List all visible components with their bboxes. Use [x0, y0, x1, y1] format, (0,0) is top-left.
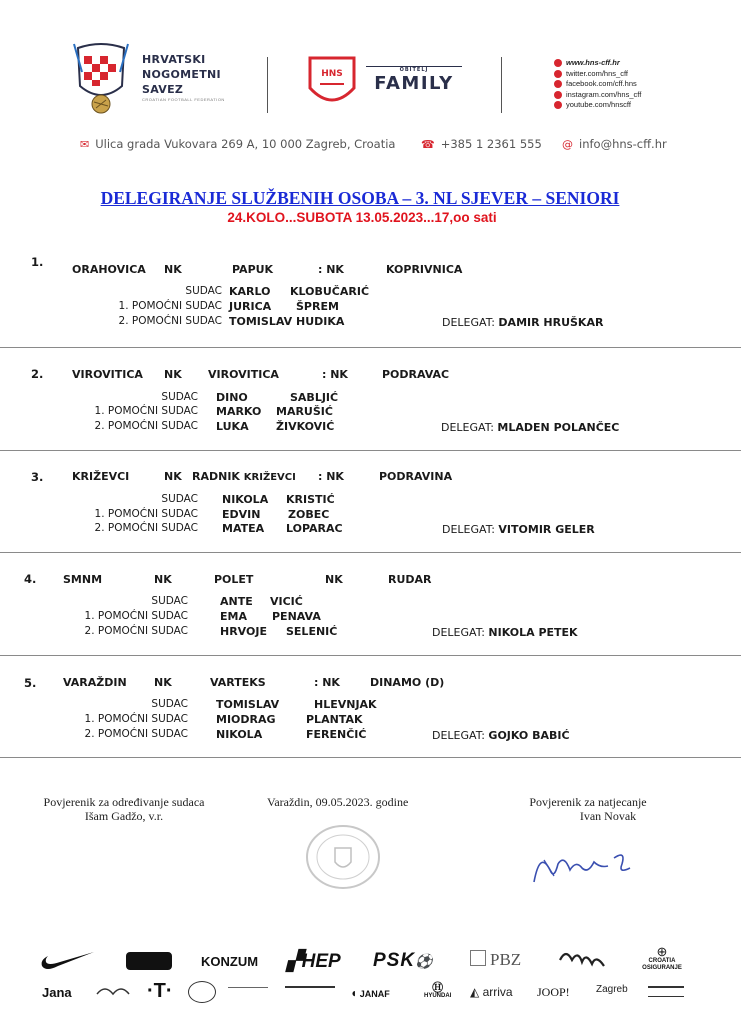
assistant2-last: LOPARAC [286, 522, 343, 535]
federation-name-line-2: NOGOMETNI [142, 68, 221, 81]
assistant1-last: ZOBEC [288, 508, 330, 521]
youtube-icon [554, 101, 562, 109]
social-instagram[interactable]: instagram.com/hns_cff [554, 90, 641, 101]
at-icon: @ [562, 137, 573, 151]
federation-name-line-3: SAVEZ [142, 83, 184, 96]
sponsor-hep: ▞HEP [287, 951, 341, 972]
wolt-logo [648, 986, 684, 997]
assistant2-label: 2. POMOĆNI SUDAC [84, 728, 188, 740]
sponsor-hyundai: Ⓗ HYUNDAI [424, 982, 452, 999]
hyundai-icon: Ⓗ [432, 982, 444, 994]
family-wordmark: FAMILY [374, 73, 454, 94]
assistant2-label: 2. POMOĆNI SUDAC [94, 522, 198, 534]
home-team: RADNIK KRIŽEVCI [192, 470, 296, 483]
assistant2-last: HUDIKA [296, 315, 345, 328]
hns-family-shield-icon [306, 54, 358, 112]
match-city: SMNM [63, 573, 103, 586]
family-small-label: OBITELJ [366, 66, 462, 73]
match-number: 5. [24, 676, 37, 690]
assistant2-label: 2. POMOĆNI SUDAC [118, 315, 222, 327]
assistant2-first: HRVOJE [220, 625, 267, 638]
phone-icon: ☎ [421, 137, 435, 151]
match-number: 4. [24, 572, 37, 586]
assistant2-last: ŽIVKOVIĆ [276, 420, 335, 433]
social-facebook[interactable]: facebook.com/cff.hns [554, 79, 641, 90]
croatia-airlines-logo [228, 987, 268, 994]
social-website[interactable]: www.hns-cff.hr [554, 58, 641, 69]
assistant2-first: LUKA [216, 420, 249, 433]
header-divider-2 [501, 57, 502, 113]
cipi-cips-logo [556, 946, 608, 981]
divider [0, 450, 741, 451]
referee-last: HLEVNJAK [314, 698, 377, 711]
signature-right-name: Ivan Novak [579, 809, 637, 823]
versus-separator: : NK [314, 676, 340, 689]
svg-text:HNS: HNS [321, 69, 343, 79]
referee-first: NIKOLA [222, 493, 269, 506]
assistant1-first: EDVIN [222, 508, 261, 521]
delegate: DELEGAT: VITOMIR GELER [442, 523, 595, 536]
match-number: 3. [31, 470, 44, 484]
referee-first: ANTE [220, 595, 253, 608]
signature-left [24, 795, 224, 823]
away-team: PODRAVAC [382, 368, 450, 381]
match-city: ORAHOVICA [72, 263, 146, 276]
delegate: DELEGAT: GOJKO BABIĆ [432, 729, 570, 742]
document-title: DELEGIRANJE SLUŽBENIH OSOBA – 3. NL SJEVER – SENIORI [100, 188, 620, 208]
away-team: PODRAVINA [379, 470, 453, 483]
delegate: DELEGAT: MLADEN POLANČEC [441, 421, 620, 434]
home-team: VIROVITICA [208, 368, 279, 381]
home-team: VARTEKS [210, 676, 266, 689]
home-nk: NK [164, 368, 182, 381]
sponsor-jana: Jana [42, 985, 72, 1000]
assistant2-first: NIKOLA [216, 728, 263, 741]
handwritten-signature [530, 840, 640, 890]
signature-right [500, 795, 676, 823]
adris-logo [285, 986, 335, 996]
nike-logo [40, 950, 96, 977]
contact-phone: ☎ +385 1 2361 555 [421, 137, 542, 151]
signature-left-title: Povjerenik za određivanje sudaca [43, 795, 205, 809]
referee-first: KARLO [229, 285, 271, 298]
envelope-icon: ✉ [80, 137, 90, 151]
twitter-icon [554, 70, 562, 78]
assistant1-last: ŠPREM [296, 300, 339, 313]
referee-label: SUDAC [151, 595, 188, 607]
sponsor-arriva: ◭ arriva [470, 985, 513, 999]
assistant2-label: 2. POMOĆNI SUDAC [94, 420, 198, 432]
away-team: KOPRIVNICA [386, 263, 463, 276]
ozujsko-logo [126, 952, 172, 970]
telekom-icon: ·T· [147, 980, 173, 1002]
delegate: DELEGAT: DAMIR HRUŠKAR [442, 316, 604, 329]
versus-separator: : NK [318, 470, 344, 483]
assistant1-first: EMA [220, 610, 247, 623]
sponsor-janaf: ◖ JANAF [350, 986, 390, 1000]
referee-last: VICIĆ [270, 595, 303, 608]
instagram-icon [554, 91, 562, 99]
home-nk: NK [154, 573, 172, 586]
divider [0, 552, 741, 553]
globe-icon [554, 59, 562, 67]
referee-last: KRISTIĆ [286, 493, 335, 506]
assistant1-last: PLANTAK [306, 713, 363, 726]
divider [0, 347, 741, 348]
header-divider [267, 57, 268, 113]
referee-label: SUDAC [185, 285, 222, 297]
referee-first: DINO [216, 391, 248, 404]
contact-address: ✉ Ulica grada Vukovara 269 A, 10 000 Zagreb, Croatia [80, 137, 396, 151]
assistant1-first: MARKO [216, 405, 262, 418]
assistant2-first: MATEA [222, 522, 265, 535]
assistant1-label: 1. POMOĆNI SUDAC [118, 300, 222, 312]
federation-name-line-1: HRVATSKI [142, 53, 206, 66]
referee-label: SUDAC [161, 493, 198, 505]
sponsor-pbz: PBZ [470, 950, 521, 970]
signature-left-name: Išam Gadžo, v.r. [84, 809, 164, 823]
document-subtitle: 24.KOLO...SUBOTA 13.05.2023...17,oo sati [227, 210, 497, 225]
sponsor-konzum: KONZUM [201, 954, 259, 969]
match-number: 1. [31, 255, 44, 269]
referee-first: TOMISLAV [216, 698, 280, 711]
home-team: PAPUK [232, 263, 274, 276]
assistant2-last: SELENIĆ [286, 625, 338, 638]
assistant1-first: JURICA [229, 300, 272, 313]
signature-date: Varaždin, 09.05.2023. godine [267, 795, 409, 809]
match-city: VARAŽDIN [63, 676, 127, 689]
hep-icon: ▞ [287, 951, 302, 972]
croatia-full-of-life-logo [95, 982, 131, 1002]
assistant1-label: 1. POMOĆNI SUDAC [94, 405, 198, 417]
social-youtube[interactable]: youtube.com/hnscff [554, 100, 641, 111]
arriva-icon: ◭ [470, 985, 480, 999]
hns-crest-logo [70, 42, 132, 120]
home-nk: NK [154, 676, 172, 689]
facebook-icon [554, 80, 562, 88]
pbz-icon [470, 950, 486, 966]
official-stamp [305, 824, 381, 890]
match-city: KRIŽEVCI [72, 470, 130, 483]
assistant2-label: 2. POMOĆNI SUDAC [84, 625, 188, 637]
football-icon: ⚽ [415, 953, 434, 969]
sponsor-croatia-osiguranje: ⊕ CROATIA OSIGURANJE [634, 945, 690, 972]
assistant2-last: FERENČIĆ [306, 728, 367, 741]
federation-subtitle: CROATIAN FOOTBALL FEDERATION [142, 97, 225, 102]
assistant1-last: PENAVA [272, 610, 321, 623]
away-team: RUDAR [388, 573, 432, 586]
contact-email: @ info@hns-cff.hr [562, 137, 667, 151]
pik-logo [188, 981, 216, 1003]
sponsor-zagreb: Zagreb [596, 984, 628, 995]
referee-last: SABLJIĆ [290, 391, 339, 404]
assistant1-label: 1. POMOĆNI SUDAC [84, 610, 188, 622]
match-number: 2. [31, 367, 44, 381]
match-city: VIROVITICA [72, 368, 143, 381]
social-twitter[interactable]: twitter.com/hns_cff [554, 69, 641, 80]
home-team: POLET [214, 573, 254, 586]
assistant1-last: MARUŠIĆ [276, 405, 333, 418]
divider [0, 655, 741, 656]
sponsor-joop: JOOP! [537, 985, 570, 999]
referee-label: SUDAC [161, 391, 198, 403]
versus-separator: : NK [318, 263, 344, 276]
referee-label: SUDAC [151, 698, 188, 710]
janaf-icon: ◖ [350, 986, 358, 1000]
away-team: DINAMO (D) [370, 676, 445, 689]
assistant1-label: 1. POMOĆNI SUDAC [84, 713, 188, 725]
signature-right-title: Povjerenik za natjecanje [529, 795, 647, 809]
assistant1-label: 1. POMOĆNI SUDAC [94, 508, 198, 520]
versus-separator: : NK [322, 368, 348, 381]
assistant1-first: MIODRAG [216, 713, 276, 726]
home-nk: NK [164, 470, 182, 483]
referee-last: KLOBUČARIĆ [290, 285, 370, 298]
versus-separator: NK [325, 573, 343, 586]
home-nk: NK [164, 263, 182, 276]
assistant2-first: TOMISLAV [229, 315, 293, 328]
divider [0, 757, 741, 758]
croatia-osiguranje-icon: ⊕ [656, 944, 668, 959]
delegate: DELEGAT: NIKOLA PETEK [432, 626, 578, 639]
sponsor-psk: PSK⚽ [373, 950, 434, 971]
